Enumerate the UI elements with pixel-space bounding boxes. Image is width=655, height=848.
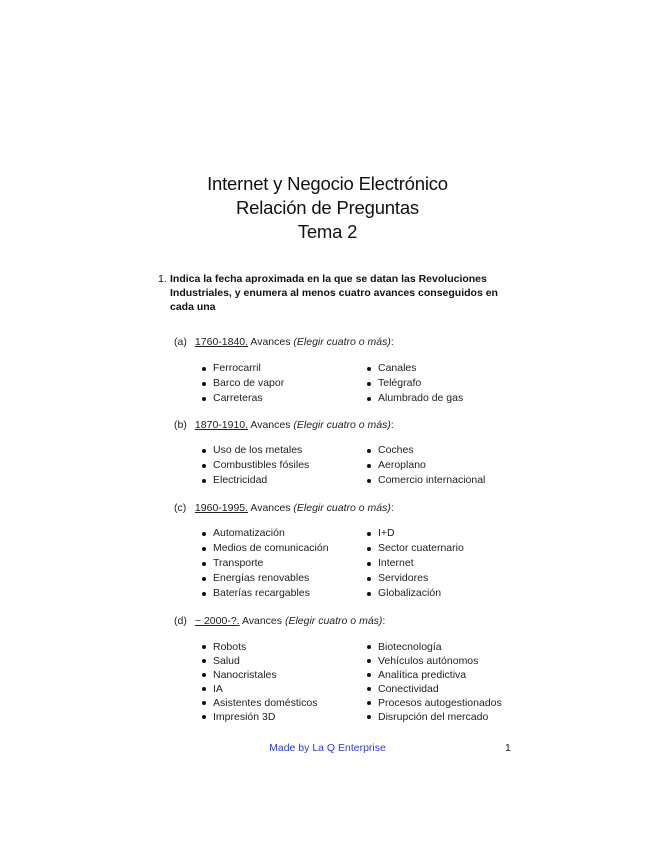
section-letter: (c) <box>174 502 187 514</box>
section-label: Avances <box>241 615 283 627</box>
list-item: Carreteras <box>202 391 367 406</box>
section-colon: : <box>382 615 386 627</box>
advances-list <box>202 443 532 488</box>
list-item: IA <box>202 682 367 696</box>
list-item: Vehículos autónomos <box>367 654 532 668</box>
list-item: Coches <box>367 443 532 458</box>
list-item: Alumbrado de gas <box>367 391 532 406</box>
list-item: Conectividad <box>367 682 532 696</box>
section-colon: : <box>390 419 394 431</box>
list-item: Medios de comunicación <box>202 541 367 556</box>
section-letter: (a) <box>174 336 187 348</box>
document-title <box>0 172 655 244</box>
section-colon: : <box>390 502 394 514</box>
section-letter: (b) <box>174 419 187 431</box>
section-date: ~ 2000-?. <box>194 615 240 627</box>
section-c <box>174 501 534 599</box>
list-item: Internet <box>367 556 532 571</box>
list-item: Servidores <box>367 571 532 586</box>
list-item: Telégrafo <box>367 376 532 391</box>
advances-list <box>202 640 532 724</box>
section-heading <box>174 614 534 628</box>
list-item: Aeroplano <box>367 458 532 473</box>
question-1 <box>158 272 518 314</box>
list-item: Canales <box>367 361 532 376</box>
section-heading <box>174 335 534 349</box>
section-note: (Elegir cuatro o más) <box>284 615 383 627</box>
section-heading <box>174 418 534 432</box>
list-item: Robots <box>202 640 367 654</box>
footer-credit: Made by La Q Enterprise <box>269 742 386 754</box>
list-item: I+D <box>367 526 532 541</box>
list-item: Globalización <box>367 586 532 601</box>
section-letter: (d) <box>174 615 187 627</box>
list-item: Automatización <box>202 526 367 541</box>
list-item: Comercio internacional <box>367 473 532 488</box>
section-label: Avances <box>250 336 291 348</box>
title-line-1: Internet y Negocio Electrónico <box>207 173 448 194</box>
section-note: (Elegir cuatro o más) <box>293 419 391 431</box>
section-d <box>174 614 534 723</box>
list-item: Impresión 3D <box>202 710 367 724</box>
section-heading <box>174 501 534 515</box>
question-text: Indica la fecha aproximada en la que se datan las Revoluciones Industriales, y enumera al menos cuatro avances conseguidos en cada una <box>170 273 498 313</box>
section-date: 1760-1840. <box>194 336 249 348</box>
advances-list <box>202 361 532 406</box>
list-item: Energías renovables <box>202 571 367 586</box>
list-item: Baterías recargables <box>202 586 367 601</box>
section-b <box>174 418 534 486</box>
list-item: Nanocristales <box>202 668 367 682</box>
advances-list <box>202 526 532 601</box>
list-item: Sector cuaternario <box>367 541 532 556</box>
section-label: Avances <box>250 419 291 431</box>
list-item: Ferrocarril <box>202 361 367 376</box>
section-date: 1870-1910. <box>194 419 249 431</box>
page-number: 1 <box>505 742 511 754</box>
list-item: Combustibles fósiles <box>202 458 367 473</box>
section-note: (Elegir cuatro o más) <box>293 336 391 348</box>
list-item: Transporte <box>202 556 367 571</box>
list-item: Biotecnología <box>367 640 532 654</box>
section-colon: : <box>390 336 394 348</box>
section-label: Avances <box>250 502 291 514</box>
question-number: 1. <box>158 273 167 285</box>
list-item: Analítica predictiva <box>367 668 532 682</box>
list-item: Disrupción del mercado <box>367 710 532 724</box>
title-line-3: Tema 2 <box>297 221 358 242</box>
section-date: 1960-1995. <box>194 502 249 514</box>
title-line-2: Relación de Preguntas <box>236 197 419 218</box>
list-item: Uso de los metales <box>202 443 367 458</box>
list-item: Salud <box>202 654 367 668</box>
list-item: Electricidad <box>202 473 367 488</box>
section-a <box>174 335 534 404</box>
list-item: Barco de vapor <box>202 376 367 391</box>
list-item: Asistentes domésticos <box>202 696 367 710</box>
list-item: Procesos autogestionados <box>367 696 532 710</box>
section-note: (Elegir cuatro o más) <box>293 502 391 514</box>
